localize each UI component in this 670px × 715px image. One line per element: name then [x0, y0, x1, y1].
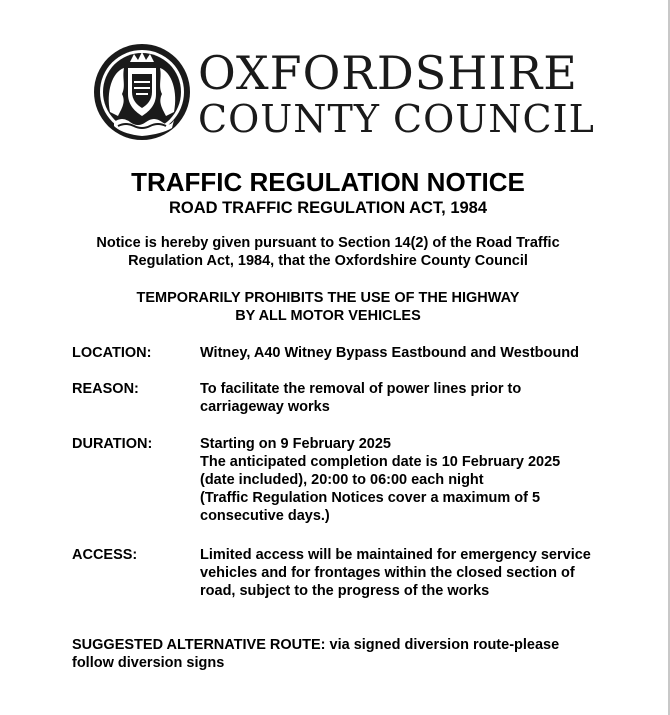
alternative-route [72, 636, 632, 672]
duration-value [200, 435, 640, 525]
duration-line: (date included), 20:00 to 06:00 each night [200, 472, 484, 488]
organisation-name [198, 46, 595, 141]
duration-line: Starting on 9 February 2025 [200, 436, 391, 452]
location-label: LOCATION: [72, 345, 152, 361]
reason-line: To facilitate the removal of power lines prior to [200, 381, 522, 397]
duration-line: The anticipated completion date is 10 February 2025 [200, 454, 561, 470]
notice-title: TRAFFIC REGULATION NOTICE [131, 167, 525, 197]
intro-paragraph [0, 234, 656, 270]
duration-line: (Traffic Regulation Notices cover a maximum of 5 [200, 490, 541, 506]
location-value [200, 344, 640, 362]
duration-label: DURATION: [72, 436, 153, 452]
intro-line: Notice is hereby given pursuant to Section 14(2) of the Road Traffic [96, 235, 560, 251]
access-label: ACCESS: [72, 547, 138, 563]
county-crest-icon [92, 42, 192, 142]
intro-line: Regulation Act, 1984, that the Oxfordshire County Council [128, 253, 528, 269]
reason-value [200, 380, 640, 416]
alternative-route-line: SUGGESTED ALTERNATIVE ROUTE: via signed diversion route-please [72, 637, 560, 653]
access-line: road, subject to the progress of the works [200, 583, 490, 599]
org-name-line2: COUNTY COUNCIL [198, 97, 595, 141]
alternative-route-line: follow diversion signs [72, 655, 225, 671]
access-line: vehicles and for frontages within the closed section of [200, 565, 575, 581]
reason-label: REASON: [72, 381, 139, 397]
duration-line: consecutive days.) [200, 508, 330, 524]
prohibition-statement [0, 289, 656, 325]
notice-subtitle: ROAD TRAFFIC REGULATION ACT, 1984 [168, 199, 488, 217]
access-line: Limited access will be maintained for emergency service [200, 547, 591, 563]
org-name-line1: OXFORDSHIRE [198, 46, 578, 100]
reason-line: carriageway works [200, 399, 330, 415]
prohibition-line: TEMPORARILY PROHIBITS THE USE OF THE HIGHWAY [136, 290, 520, 306]
prohibition-line: BY ALL MOTOR VEHICLES [235, 308, 421, 324]
location-line: Witney, A40 Witney Bypass Eastbound and Westbound [200, 345, 579, 361]
access-value [200, 546, 640, 600]
